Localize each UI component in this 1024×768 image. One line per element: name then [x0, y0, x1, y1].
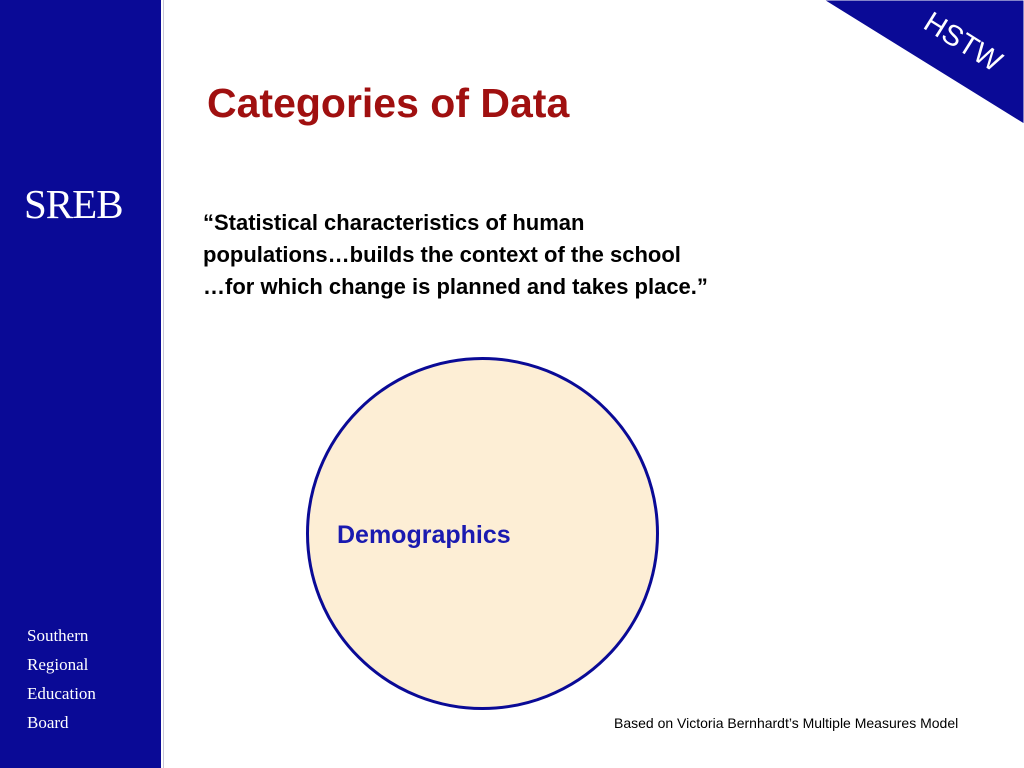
quote-line: populations…builds the context of the school — [203, 242, 681, 267]
org-name-line: Southern — [27, 626, 89, 645]
source-footnote: Based on Victoria Bernhardt’s Multiple Measures Model — [614, 715, 959, 731]
hstw-label: HSTW — [918, 6, 1008, 79]
definition-quote — [203, 207, 803, 303]
org-name-line: Education — [27, 684, 96, 703]
org-name-line: Board — [27, 713, 69, 732]
quote-line: “Statistical characteristics of human — [203, 210, 585, 235]
demographics-label: Demographics — [337, 521, 511, 549]
slide-title: Categories of Data — [207, 80, 570, 126]
sreb-logo: SREB — [24, 181, 123, 227]
org-name-line: Regional — [27, 655, 89, 674]
organization-name — [27, 621, 96, 737]
quote-line: …for which change is planned and takes place.” — [203, 274, 708, 299]
hstw-corner-banner — [824, 0, 1024, 124]
sidebar — [0, 0, 163, 768]
